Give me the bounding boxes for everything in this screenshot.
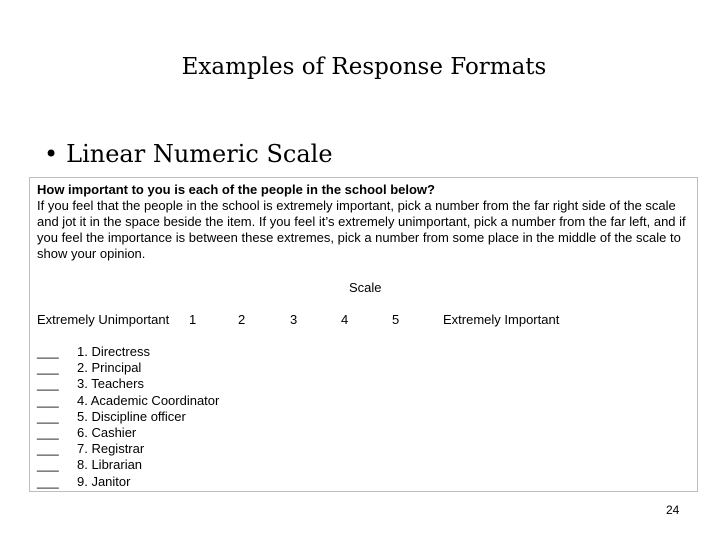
- item-label: 3. Teachers: [77, 376, 144, 392]
- survey-question: [37, 182, 697, 262]
- bullet-label: Linear Numeric Scale: [66, 140, 333, 168]
- answer-blank: ___: [37, 392, 59, 408]
- slide-title: Examples of Response Formats: [181, 54, 547, 80]
- list-item: [37, 441, 219, 457]
- survey-item-list: [37, 344, 219, 490]
- list-item: [37, 474, 219, 490]
- list-item: [37, 344, 219, 360]
- list-item: [37, 360, 219, 376]
- bullet-item: [44, 138, 333, 170]
- list-item: [37, 457, 219, 473]
- item-label: 8. Librarian: [77, 457, 143, 473]
- list-item: [37, 425, 219, 441]
- answer-blank: ___: [37, 408, 59, 424]
- item-label: 9. Janitor: [77, 473, 131, 489]
- item-label: 5. Discipline officer: [77, 408, 186, 424]
- item-label: 7. Registrar: [77, 441, 145, 457]
- answer-blank: ___: [37, 360, 59, 376]
- scale-low-label: Extremely Unimportant: [37, 312, 170, 327]
- answer-blank: ___: [37, 473, 59, 489]
- list-item: [37, 376, 219, 392]
- bullet-icon: •: [44, 140, 59, 168]
- survey-question-heading: How important to you is each of the people in the school below?: [37, 182, 435, 197]
- scale-label: Scale: [349, 280, 382, 295]
- answer-blank: ___: [37, 457, 59, 473]
- answer-blank: ___: [37, 441, 59, 457]
- page-number: 24: [666, 503, 680, 517]
- item-label: 2. Principal: [77, 360, 142, 376]
- item-label: 1. Directress: [77, 344, 150, 359]
- list-item: [37, 409, 219, 425]
- item-label: 6. Cashier: [77, 425, 137, 441]
- scale-value-1: 1: [189, 312, 197, 327]
- scale-value-4: 4: [341, 312, 349, 327]
- answer-blank: ___: [37, 376, 59, 392]
- answer-blank: ___: [37, 344, 59, 359]
- survey-example-panel: [29, 177, 698, 492]
- survey-instructions: If you feel that the people in the school is extremely important, pick a number from the far right side of the scale and jot it in the space beside the item. If you feel it’s extremely unimportant, pick a number from the far left, and if you feel the importance is between these extremes, pick a number from some place in the middle of the scale to show your opinion.: [37, 198, 686, 261]
- scale-value-5: 5: [392, 312, 400, 327]
- list-item: [37, 393, 219, 409]
- item-label: 4. Academic Coordinator: [77, 392, 220, 408]
- scale-value-3: 3: [290, 312, 298, 327]
- scale-value-2: 2: [238, 312, 246, 327]
- scale-high-label: Extremely Important: [443, 312, 560, 327]
- answer-blank: ___: [37, 425, 59, 441]
